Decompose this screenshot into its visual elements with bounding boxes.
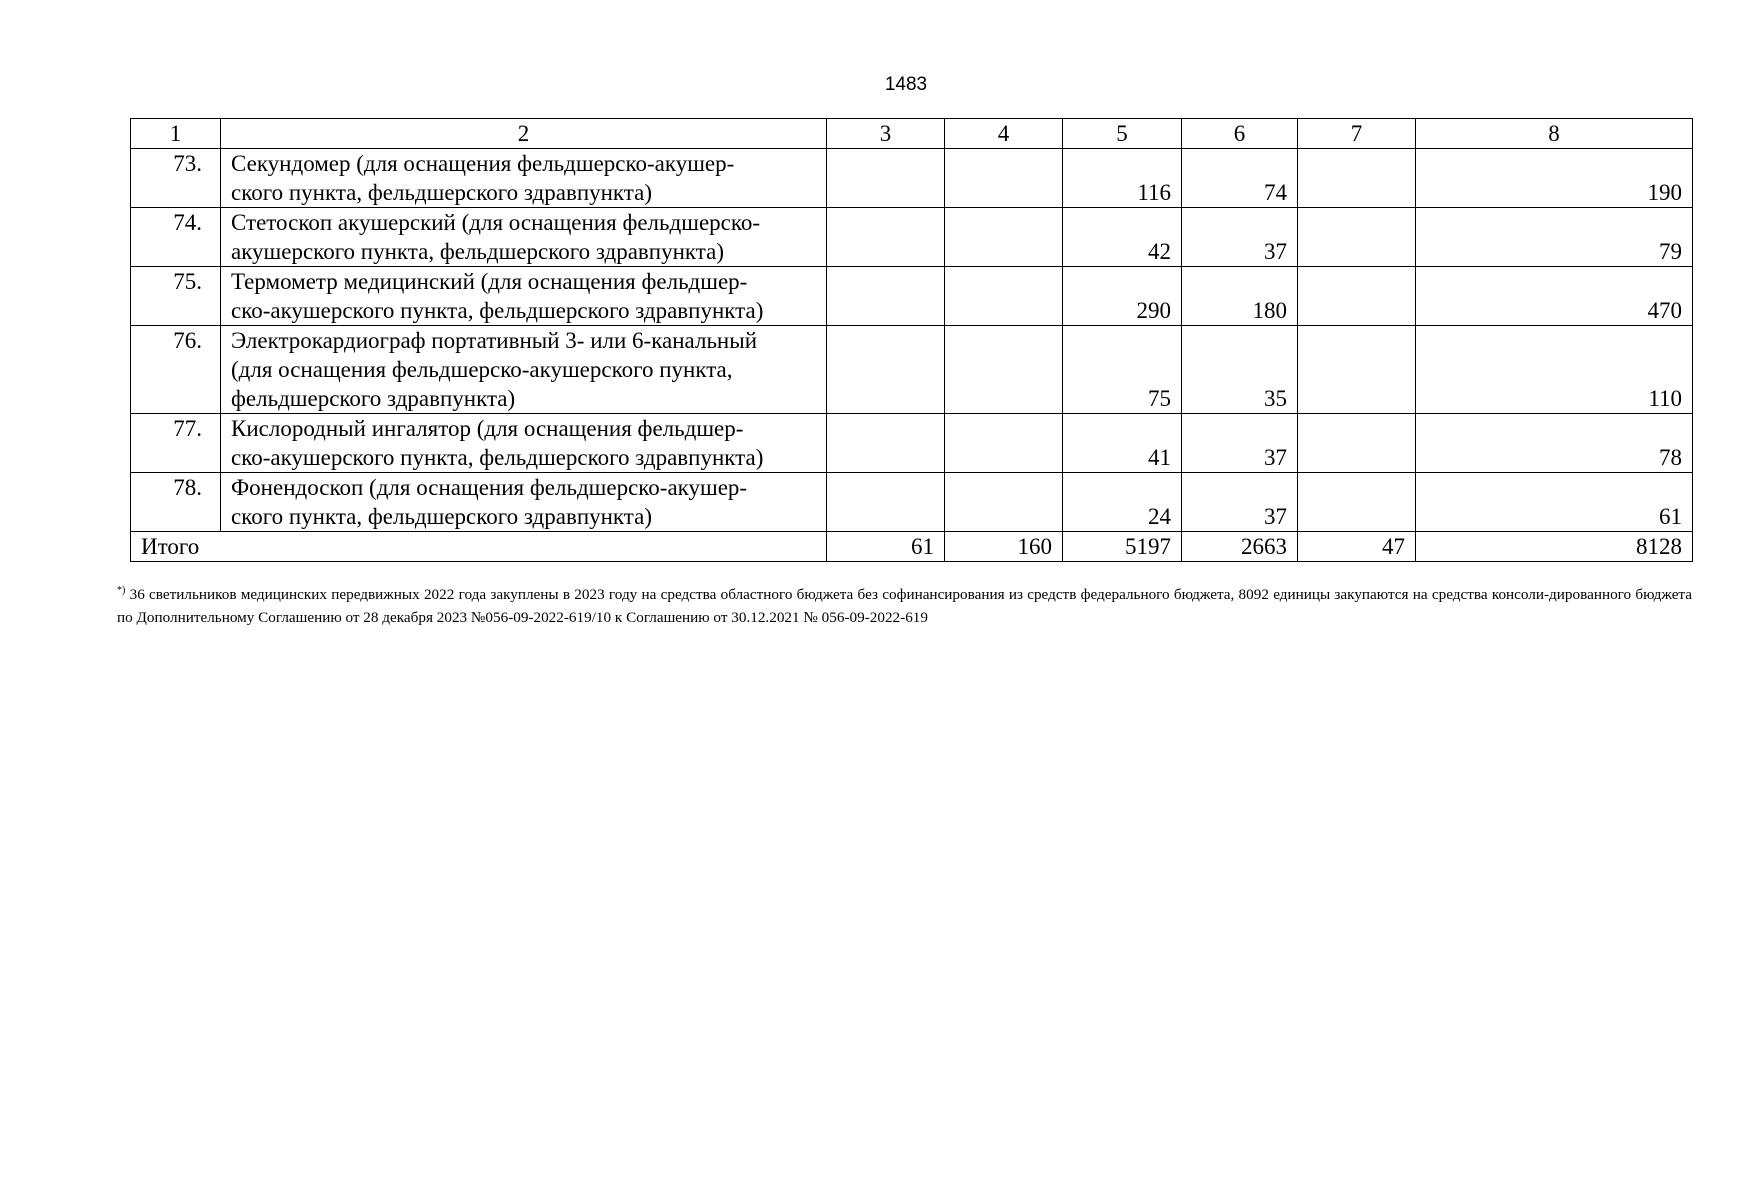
cell-col6: 37	[1182, 473, 1298, 532]
column-header: 6	[1182, 119, 1298, 149]
cell-col3	[827, 208, 945, 267]
total-label: Итого	[131, 532, 827, 562]
cell-col7	[1298, 267, 1416, 326]
cell-col4	[945, 208, 1063, 267]
table-row	[131, 149, 1693, 208]
row-number: 77.	[131, 414, 221, 473]
cell-col7	[1298, 414, 1416, 473]
row-name: Секундомер (для оснащения фельдшерско-акушер- ского пункта, фельдшерского здравпункта)	[221, 149, 827, 208]
column-header: 4	[945, 119, 1063, 149]
cell-col7	[1298, 149, 1416, 208]
total-col4: 160	[945, 532, 1063, 562]
cell-col6: 180	[1182, 267, 1298, 326]
cell-col8: 470	[1416, 267, 1693, 326]
cell-col7	[1298, 326, 1416, 414]
row-number: 73.	[131, 149, 221, 208]
table-row	[131, 267, 1693, 326]
page-number: 1483	[884, 74, 928, 95]
cell-col6: 35	[1182, 326, 1298, 414]
table-row	[131, 208, 1693, 267]
cell-col4	[945, 414, 1063, 473]
cell-col7	[1298, 208, 1416, 267]
column-header: 5	[1063, 119, 1182, 149]
row-number: 74.	[131, 208, 221, 267]
footnote-marker: *)	[117, 585, 126, 596]
table-row	[131, 414, 1693, 473]
row-name: Термометр медицинский (для оснащения фельдшер- ско-акушерского пункта, фельдшерского здравпункта)	[221, 267, 827, 326]
cell-col5: 116	[1063, 149, 1182, 208]
column-header: 1	[131, 119, 221, 149]
row-number: 78.	[131, 473, 221, 532]
cell-col5: 290	[1063, 267, 1182, 326]
cell-col8: 78	[1416, 414, 1693, 473]
cell-col4	[945, 149, 1063, 208]
table-row	[131, 473, 1693, 532]
cell-col3	[827, 473, 945, 532]
cell-col5: 42	[1063, 208, 1182, 267]
total-col5: 5197	[1063, 532, 1182, 562]
total-col8: 8128	[1416, 532, 1693, 562]
row-number: 76.	[131, 326, 221, 414]
cell-col3	[827, 414, 945, 473]
cell-col6: 37	[1182, 414, 1298, 473]
cell-col5: 41	[1063, 414, 1182, 473]
cell-col7	[1298, 473, 1416, 532]
cell-col8: 190	[1416, 149, 1693, 208]
column-header: 8	[1416, 119, 1693, 149]
total-col6: 2663	[1182, 532, 1298, 562]
footnote	[117, 579, 1692, 629]
row-name: Фонендоскоп (для оснащения фельдшерско-акушер- ского пункта, фельдшерского здравпункта)	[221, 473, 827, 532]
column-header: 7	[1298, 119, 1416, 149]
cell-col6: 74	[1182, 149, 1298, 208]
column-header: 3	[827, 119, 945, 149]
cell-col8: 61	[1416, 473, 1693, 532]
column-header: 2	[221, 119, 827, 149]
cell-col5: 75	[1063, 326, 1182, 414]
table-header-row	[131, 119, 1693, 149]
cell-col8: 110	[1416, 326, 1693, 414]
row-name: Кислородный ингалятор (для оснащения фельдшер- ско-акушерского пункта, фельдшерского здравпункта)	[221, 414, 827, 473]
row-name: Электрокардиограф портативный 3- или 6-канальный (для оснащения фельдшерско-акушерского пункта, фельдшерского здравпункта)	[221, 326, 827, 414]
cell-col3	[827, 149, 945, 208]
row-number: 75.	[131, 267, 221, 326]
total-col3: 61	[827, 532, 945, 562]
cell-col3	[827, 267, 945, 326]
cell-col4	[945, 326, 1063, 414]
cell-col4	[945, 267, 1063, 326]
total-row	[131, 532, 1693, 562]
row-name: Стетоскоп акушерский (для оснащения фельдшерско- акушерского пункта, фельдшерского здравпункта)	[221, 208, 827, 267]
cell-col5: 24	[1063, 473, 1182, 532]
cell-col6: 37	[1182, 208, 1298, 267]
cell-col4	[945, 473, 1063, 532]
total-col7: 47	[1298, 532, 1416, 562]
footnote-text: 36 светильников медицинских передвижных 2022 года закуплены в 2023 году на средства областного бюджета без софинансирования из средств федерального бюджета, 8092 единицы закупаются на средства консоли-дированного бюджета по Дополнительному Соглашению от 28 декабря 2023 №056-09-2022-619/10 к Соглашению от 30.12.2021 № 056-09-2022-619	[117, 586, 1692, 626]
cell-col8: 79	[1416, 208, 1693, 267]
equipment-table	[130, 118, 1693, 562]
table-row	[131, 326, 1693, 414]
cell-col3	[827, 326, 945, 414]
